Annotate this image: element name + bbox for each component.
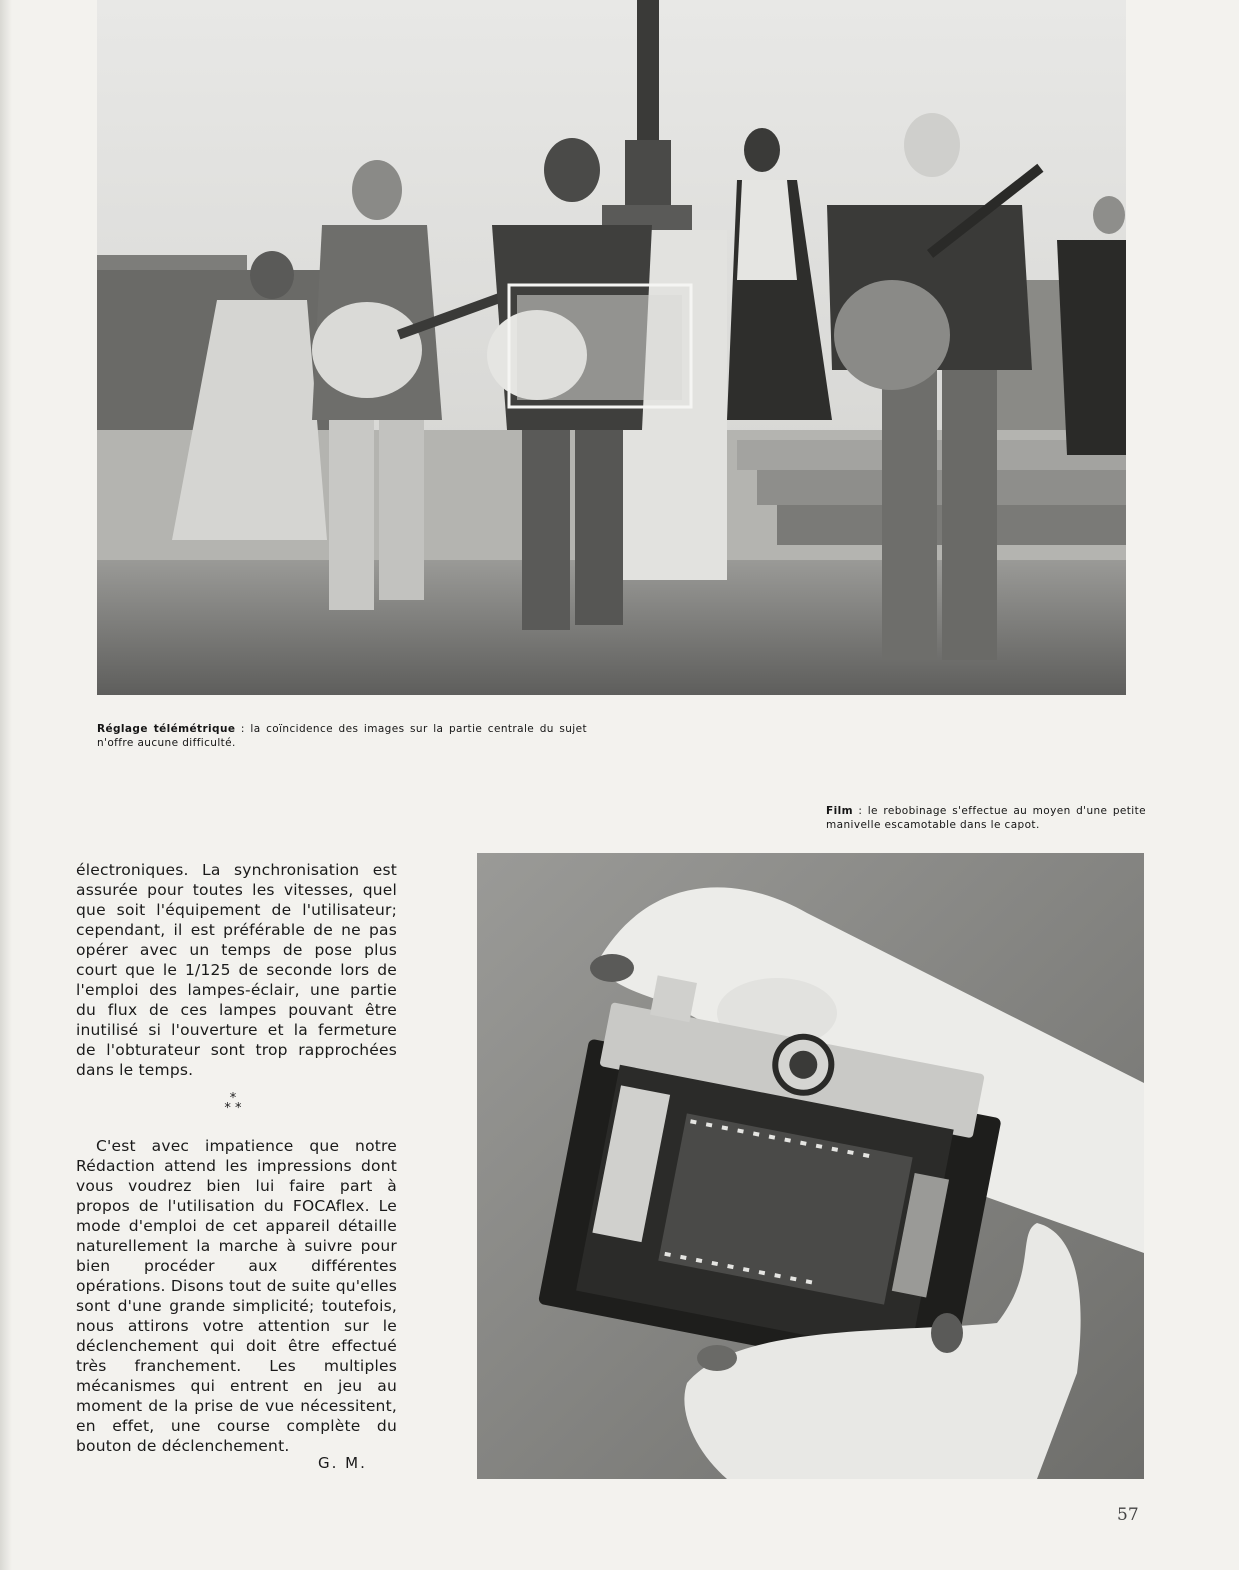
caption-rangefinder-text: : la coïncidence des images sur la partie centrale du sujet n'offre aucune difficulté.	[97, 723, 587, 749]
article-paragraph-2-text: C'est avec impatience que notre Rédaction attend les impressions dont vous voudrez bien lui faire part à propos de l'utilisation du FOCAflex. Le mode d'emploi de cet appareil détaille naturellement la marche à suivre pour bien procéder aux différentes opérations. Disons tout de suite qu'elles sont d'une grande simplicité; toutefois, nous attirons votre attention sur le déclenchement qui doit être effectué très franchement. Les multiples mécanismes qui entrent en jeu au moment de la prise de vue nécessitent, en effet, une course complète du bouton de déclenchement.	[76, 1137, 397, 1455]
author-signature: G. M.	[318, 1454, 367, 1472]
camera-hands-illustration	[477, 853, 1144, 1479]
caption-rangefinder	[97, 722, 587, 750]
page-binding-edge	[0, 0, 12, 1570]
article-paragraph-2	[76, 1136, 397, 1456]
article-paragraph-1	[76, 860, 397, 1080]
street-musicians-illustration	[97, 0, 1126, 695]
caption-film-label: Film	[826, 805, 853, 817]
caption-film-text: : le rebobinage s'effectue au moyen d'une petite manivelle escamotable dans le capot.	[826, 805, 1146, 831]
photo-camera-film-rewind	[477, 853, 1144, 1479]
asterism-separator: * * *	[224, 1091, 242, 1116]
caption-rangefinder-label: Réglage télémétrique	[97, 723, 236, 735]
caption-film	[826, 804, 1146, 832]
photo-street-musicians	[97, 0, 1126, 695]
page-number: 57	[1117, 1505, 1139, 1525]
article-paragraph-1-text: électroniques. La synchronisation est assurée pour toutes les vitesses, quel que soit l'équipement de l'utilisateur; cependant, il est préférable de ne pas opérer avec un temps de pose plus court que le 1/125 de seconde lors de l'emploi des lampes-éclair, une partie du flux de ces lampes pouvant être inutilisé si l'ouverture et la fermeture de l'obturateur sont trop rapprochées dans le temps.	[76, 861, 397, 1079]
